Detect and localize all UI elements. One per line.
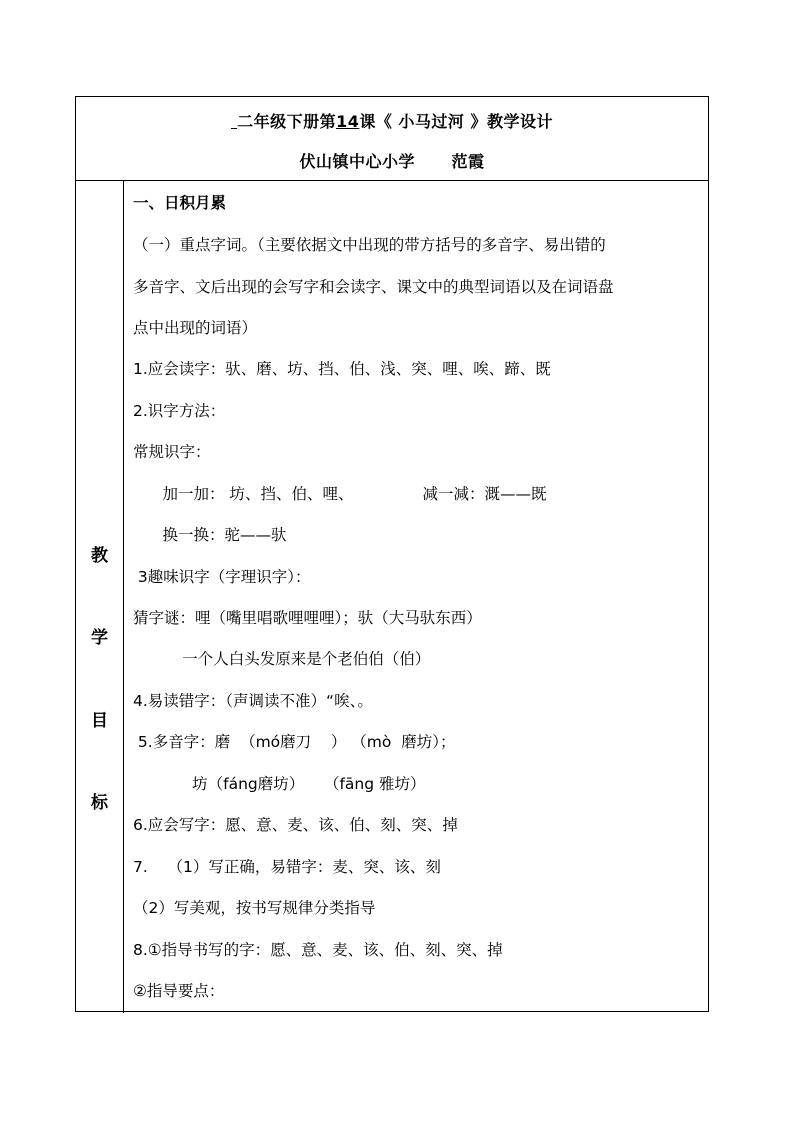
content-cell (125, 181, 710, 1013)
title-lesson-word: 课《 小马过河 》教学设计 (359, 112, 553, 131)
text-line: 多音字、文后出现的会写字和会读字、课文中的典型词语以及在词语盘 (133, 278, 614, 296)
text-line: 7. （1）写正确，易错字：麦、突、该、刻 (133, 858, 441, 876)
text-line: 换一换：驼——驮 (133, 526, 287, 544)
side-label-column (76, 181, 124, 1013)
text-line: 加一加： 坊、挡、伯、哩、 减一减：溉——既 (133, 485, 547, 503)
text-line: 6.应会写字：愿、意、麦、该、伯、刻、突、掉 (133, 816, 458, 834)
section-heading: 一、日积月累 (133, 194, 227, 212)
text-line: 5.多音字：磨 （mó磨刀 ） （mò 磨坊）； (133, 733, 456, 751)
page-title (76, 109, 708, 132)
school-author: 伏山镇中心小学 范霞 (299, 152, 485, 171)
side-label-char: 标 (91, 793, 108, 813)
text-line: 坊（fáng磨坊） （fāng 雅坊） (133, 775, 426, 793)
text-line: ②指导要点： (133, 982, 225, 1000)
text-line: 8.①指导书写的字：愿、意、麦、该、伯、刻、突、掉 (133, 941, 503, 959)
text-line: 4.易读错字：（声调读不准）“唉、。 (133, 692, 373, 710)
text-line: 2.识字方法： (133, 402, 226, 420)
side-label-char: 目 (91, 711, 108, 731)
side-label-char: 学 (91, 628, 108, 648)
text-line: 常规识字： (133, 443, 211, 461)
title-grade: 二年级下册第 (237, 112, 337, 131)
text-line: 点中出现的词语） (133, 319, 258, 337)
header-cell (76, 97, 708, 181)
text-line: （一）重点字词。（主要依据文中出现的带方括号的多音字、易出错的 (133, 236, 606, 254)
text-line: 3趣味识字（字理识字）： (133, 568, 311, 586)
lesson-plan-table (75, 96, 709, 1012)
text-line: 一个人白头发原来是个老伯伯（伯） (133, 650, 431, 668)
text-line: 1.应会读字：驮、磨、坊、挡、伯、浅、突、哩、唉、蹄、既 (133, 360, 551, 378)
title-lesson-number: 14 (336, 112, 360, 131)
text-line: 猜字谜：哩（嘴里唱歌哩哩哩）；驮（大马驮东西） (133, 609, 482, 627)
side-label-char: 教 (91, 546, 108, 566)
text-line: （2）写美观，按书写规律分类指导 (133, 899, 376, 917)
